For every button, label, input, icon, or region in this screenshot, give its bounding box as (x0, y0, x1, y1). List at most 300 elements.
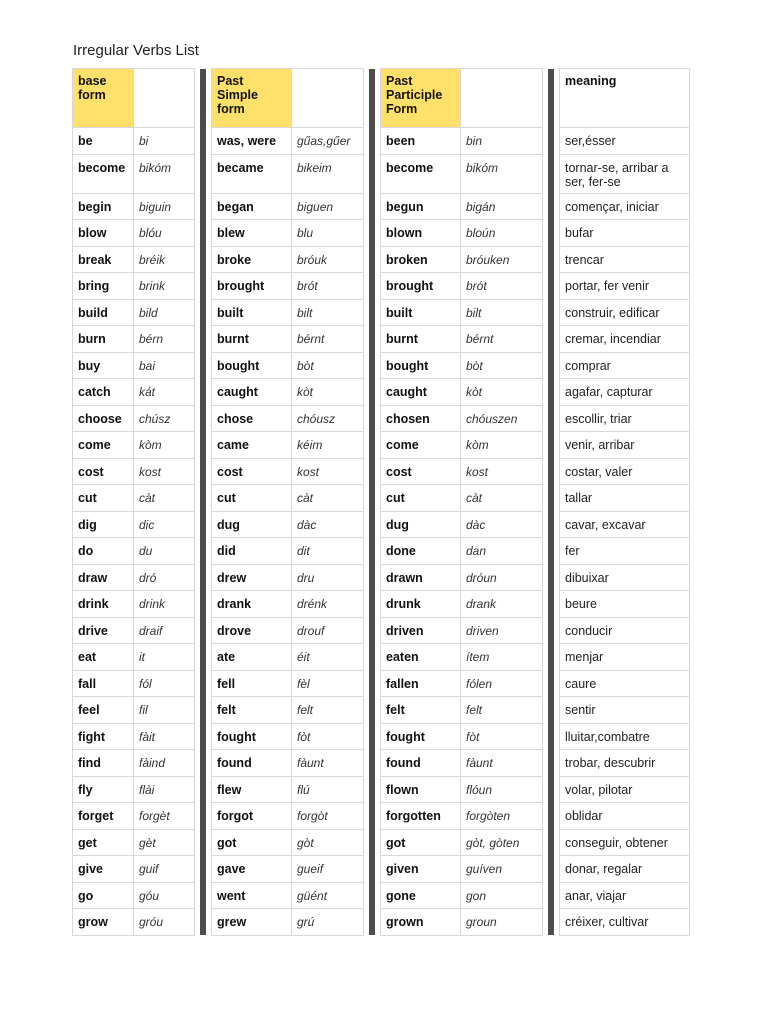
column-separator (364, 458, 381, 485)
base-form-cell: find (73, 750, 134, 777)
past-participle-cell: forgotten (381, 803, 461, 830)
base-pronunciation-cell: kát (134, 379, 195, 406)
separator-bar (369, 273, 375, 300)
past-pronunciation-cell: dru (292, 564, 364, 591)
separator-bar (369, 69, 375, 128)
column-separator (364, 379, 381, 406)
participle-pronunciation-cell: brót (461, 273, 543, 300)
past-pronunciation-cell: gueif (292, 856, 364, 883)
past-pronunciation-cell: bikeim (292, 154, 364, 193)
past-participle-cell: begun (381, 193, 461, 220)
separator-bar (369, 299, 375, 326)
meaning-cell: venir, arribar (560, 432, 690, 459)
meaning-cell: volar, pilotar (560, 776, 690, 803)
separator-bar (200, 882, 206, 909)
column-separator (364, 803, 381, 830)
base-pronunciation-cell: kost (134, 458, 195, 485)
column-separator (543, 538, 560, 565)
column-separator (364, 511, 381, 538)
past-simple-cell: cost (212, 458, 292, 485)
column-separator (543, 379, 560, 406)
past-pronunciation-cell: gòt (292, 829, 364, 856)
participle-pronunciation-cell: fólen (461, 670, 543, 697)
past-simple-cell: chose (212, 405, 292, 432)
column-separator (364, 538, 381, 565)
table-row (73, 670, 690, 697)
meaning-cell: créixer, cultivar (560, 909, 690, 936)
separator-bar (548, 670, 554, 697)
participle-pronunciation-cell: dróun (461, 564, 543, 591)
base-pronunciation-cell: gróu (134, 909, 195, 936)
column-separator (195, 538, 212, 565)
table-row (73, 432, 690, 459)
base-pronunciation-cell: forgèt (134, 803, 195, 830)
column-separator (364, 697, 381, 724)
separator-bar (369, 379, 375, 406)
table-row (73, 128, 690, 155)
separator-bar (369, 405, 375, 432)
base-form-cell: bring (73, 273, 134, 300)
separator-bar (369, 776, 375, 803)
past-simple-cell: became (212, 154, 292, 193)
meaning-cell: anar, viajar (560, 882, 690, 909)
past-pronunciation-cell: biguen (292, 193, 364, 220)
meaning-cell: conseguir, obtener (560, 829, 690, 856)
participle-pronunciation-cell: guíven (461, 856, 543, 883)
participle-pronunciation-cell: felt (461, 697, 543, 724)
column-separator (543, 154, 560, 193)
base-form-cell: forget (73, 803, 134, 830)
base-form-cell: become (73, 154, 134, 193)
past-pronunciation-cell: flú (292, 776, 364, 803)
separator-bar (548, 723, 554, 750)
past-participle-cell: got (381, 829, 461, 856)
separator-bar (548, 829, 554, 856)
header-base-form: base form (73, 69, 134, 128)
past-simple-cell: brought (212, 273, 292, 300)
column-separator (543, 299, 560, 326)
column-separator (195, 591, 212, 618)
past-pronunciation-cell: kéim (292, 432, 364, 459)
separator-bar (548, 273, 554, 300)
separator-bar (200, 803, 206, 830)
past-simple-cell: broke (212, 246, 292, 273)
participle-pronunciation-cell: bòt (461, 352, 543, 379)
base-form-cell: draw (73, 564, 134, 591)
past-participle-cell: bought (381, 352, 461, 379)
participle-pronunciation-cell: groun (461, 909, 543, 936)
past-participle-cell: flown (381, 776, 461, 803)
table-row (73, 193, 690, 220)
participle-pronunciation-cell: bigán (461, 193, 543, 220)
column-separator (543, 193, 560, 220)
separator-bar (200, 379, 206, 406)
past-simple-cell: bought (212, 352, 292, 379)
past-simple-cell: began (212, 193, 292, 220)
participle-pronunciation-cell: dàc (461, 511, 543, 538)
separator-bar (548, 856, 554, 883)
column-separator (195, 511, 212, 538)
header-past-simple: Past Simple form (212, 69, 292, 128)
column-separator (543, 246, 560, 273)
participle-pronunciation-cell: bikóm (461, 154, 543, 193)
meaning-cell: conducir (560, 617, 690, 644)
column-separator (364, 193, 381, 220)
column-separator (195, 193, 212, 220)
past-pronunciation-cell: dit (292, 538, 364, 565)
base-pronunciation-cell: fàind (134, 750, 195, 777)
separator-bar (369, 697, 375, 724)
past-simple-cell: dug (212, 511, 292, 538)
participle-pronunciation-cell: driven (461, 617, 543, 644)
past-participle-cell: cost (381, 458, 461, 485)
base-pronunciation-cell: biguin (134, 193, 195, 220)
base-form-cell: eat (73, 644, 134, 671)
table-row (73, 299, 690, 326)
base-pronunciation-cell: kòm (134, 432, 195, 459)
column-separator (195, 882, 212, 909)
participle-pronunciation-cell: bilt (461, 299, 543, 326)
past-participle-cell: felt (381, 697, 461, 724)
participle-pronunciation-cell: ítem (461, 644, 543, 671)
separator-bar (548, 485, 554, 512)
separator-bar (369, 829, 375, 856)
separator-bar (200, 617, 206, 644)
column-separator (543, 909, 560, 936)
column-separator (543, 326, 560, 353)
past-pronunciation-cell: kost (292, 458, 364, 485)
meaning-cell: fer (560, 538, 690, 565)
past-simple-cell: caught (212, 379, 292, 406)
table-row (73, 326, 690, 353)
base-form-cell: blow (73, 220, 134, 247)
participle-pronunciation-cell: càt (461, 485, 543, 512)
column-separator (364, 644, 381, 671)
past-participle-cell: dug (381, 511, 461, 538)
column-separator (195, 432, 212, 459)
column-separator (195, 856, 212, 883)
separator-bar (369, 882, 375, 909)
base-pronunciation-cell: dró (134, 564, 195, 591)
separator-bar (548, 405, 554, 432)
base-pronunciation-cell: chúsz (134, 405, 195, 432)
meaning-cell: beure (560, 591, 690, 618)
column-separator (543, 432, 560, 459)
table-row (73, 379, 690, 406)
base-form-cell: choose (73, 405, 134, 432)
column-separator (195, 352, 212, 379)
participle-pronunciation-cell: kost (461, 458, 543, 485)
table-row (73, 485, 690, 512)
past-participle-cell: gone (381, 882, 461, 909)
base-form-cell: fight (73, 723, 134, 750)
table-row (73, 154, 690, 193)
separator-bar (369, 723, 375, 750)
column-separator (543, 405, 560, 432)
separator-bar (200, 591, 206, 618)
separator-bar (200, 697, 206, 724)
column-separator (195, 670, 212, 697)
meaning-cell: cavar, excavar (560, 511, 690, 538)
past-pronunciation-cell: gűas,gűer (292, 128, 364, 155)
header-meaning: meaning (560, 69, 690, 128)
column-separator (364, 723, 381, 750)
separator-bar (200, 750, 206, 777)
participle-pronunciation-cell: bloún (461, 220, 543, 247)
column-separator (195, 617, 212, 644)
separator-bar (369, 803, 375, 830)
separator-bar (200, 670, 206, 697)
base-form-cell: drink (73, 591, 134, 618)
separator-bar (200, 776, 206, 803)
table-row (73, 750, 690, 777)
separator-bar (548, 644, 554, 671)
header-empty-cell (461, 69, 543, 128)
separator-bar (548, 69, 554, 128)
column-separator (195, 128, 212, 155)
past-pronunciation-cell: grú (292, 909, 364, 936)
meaning-cell: tornar-se, arribar a ser, fer-se (560, 154, 690, 193)
column-separator (364, 69, 381, 128)
past-pronunciation-cell: drouf (292, 617, 364, 644)
separator-bar (548, 882, 554, 909)
column-separator (543, 856, 560, 883)
past-pronunciation-cell: chóusz (292, 405, 364, 432)
separator-bar (369, 644, 375, 671)
separator-bar (548, 352, 554, 379)
separator-bar (369, 458, 375, 485)
past-participle-cell: been (381, 128, 461, 155)
base-pronunciation-cell: bérn (134, 326, 195, 353)
past-simple-cell: fell (212, 670, 292, 697)
base-form-cell: give (73, 856, 134, 883)
column-separator (195, 803, 212, 830)
base-form-cell: be (73, 128, 134, 155)
column-separator (195, 485, 212, 512)
base-pronunciation-cell: fól (134, 670, 195, 697)
separator-bar (548, 154, 554, 193)
table-row (73, 352, 690, 379)
participle-pronunciation-cell: kòt (461, 379, 543, 406)
base-form-cell: grow (73, 909, 134, 936)
header-empty-cell (134, 69, 195, 128)
past-pronunciation-cell: éit (292, 644, 364, 671)
past-pronunciation-cell: güént (292, 882, 364, 909)
base-form-cell: dig (73, 511, 134, 538)
past-simple-cell: burnt (212, 326, 292, 353)
column-separator (195, 273, 212, 300)
past-participle-cell: become (381, 154, 461, 193)
past-participle-cell: given (381, 856, 461, 883)
page-title: Irregular Verbs List (73, 42, 199, 59)
column-separator (195, 246, 212, 273)
separator-bar (548, 511, 554, 538)
column-separator (364, 750, 381, 777)
past-pronunciation-cell: bérnt (292, 326, 364, 353)
separator-bar (548, 697, 554, 724)
separator-bar (369, 326, 375, 353)
base-pronunciation-cell: bi (134, 128, 195, 155)
table-row (73, 829, 690, 856)
column-separator (543, 220, 560, 247)
column-separator (364, 220, 381, 247)
base-pronunciation-cell: it (134, 644, 195, 671)
base-form-cell: begin (73, 193, 134, 220)
past-participle-cell: found (381, 750, 461, 777)
column-separator (195, 379, 212, 406)
column-separator (195, 458, 212, 485)
base-form-cell: buy (73, 352, 134, 379)
past-pronunciation-cell: blu (292, 220, 364, 247)
past-simple-cell: grew (212, 909, 292, 936)
base-form-cell: break (73, 246, 134, 273)
past-simple-cell: was, were (212, 128, 292, 155)
table-row (73, 803, 690, 830)
table-row (73, 246, 690, 273)
past-simple-cell: forgot (212, 803, 292, 830)
past-simple-cell: went (212, 882, 292, 909)
base-pronunciation-cell: bréik (134, 246, 195, 273)
column-separator (543, 670, 560, 697)
base-pronunciation-cell: càt (134, 485, 195, 512)
column-separator (543, 776, 560, 803)
column-separator (195, 909, 212, 936)
column-separator (364, 591, 381, 618)
header-empty-cell (292, 69, 364, 128)
separator-bar (369, 154, 375, 193)
past-simple-cell: cut (212, 485, 292, 512)
separator-bar (369, 591, 375, 618)
base-form-cell: build (73, 299, 134, 326)
past-simple-cell: fought (212, 723, 292, 750)
column-separator (195, 69, 212, 128)
separator-bar (200, 69, 206, 128)
separator-bar (548, 326, 554, 353)
table-row (73, 405, 690, 432)
past-pronunciation-cell: forgòt (292, 803, 364, 830)
separator-bar (369, 670, 375, 697)
column-separator (364, 154, 381, 193)
base-pronunciation-cell: draif (134, 617, 195, 644)
table-row (73, 273, 690, 300)
past-participle-cell: fallen (381, 670, 461, 697)
table-row (73, 591, 690, 618)
column-separator (364, 617, 381, 644)
base-form-cell: do (73, 538, 134, 565)
irregular-verbs-table (72, 68, 690, 936)
meaning-cell: donar, regalar (560, 856, 690, 883)
separator-bar (200, 193, 206, 220)
past-participle-cell: broken (381, 246, 461, 273)
column-separator (543, 69, 560, 128)
column-separator (543, 564, 560, 591)
past-pronunciation-cell: fòt (292, 723, 364, 750)
column-separator (543, 128, 560, 155)
separator-bar (548, 379, 554, 406)
past-simple-cell: flew (212, 776, 292, 803)
column-separator (195, 829, 212, 856)
past-pronunciation-cell: dàc (292, 511, 364, 538)
column-separator (195, 776, 212, 803)
meaning-cell: menjar (560, 644, 690, 671)
base-form-cell: fall (73, 670, 134, 697)
separator-bar (548, 776, 554, 803)
past-simple-cell: drank (212, 591, 292, 618)
column-separator (364, 128, 381, 155)
table-row (73, 220, 690, 247)
separator-bar (369, 750, 375, 777)
participle-pronunciation-cell: flóun (461, 776, 543, 803)
participle-pronunciation-cell: bróuken (461, 246, 543, 273)
past-simple-cell: drew (212, 564, 292, 591)
separator-bar (548, 538, 554, 565)
column-separator (543, 882, 560, 909)
column-separator (364, 485, 381, 512)
separator-bar (369, 538, 375, 565)
separator-bar (369, 352, 375, 379)
separator-bar (548, 458, 554, 485)
separator-bar (369, 128, 375, 155)
past-participle-cell: chosen (381, 405, 461, 432)
past-simple-cell: ate (212, 644, 292, 671)
meaning-cell: portar, fer venir (560, 273, 690, 300)
separator-bar (548, 564, 554, 591)
base-form-cell: go (73, 882, 134, 909)
column-separator (543, 829, 560, 856)
column-separator (364, 564, 381, 591)
past-participle-cell: cut (381, 485, 461, 512)
past-participle-cell: fought (381, 723, 461, 750)
table-row (73, 564, 690, 591)
column-separator (364, 326, 381, 353)
column-separator (364, 909, 381, 936)
column-separator (195, 750, 212, 777)
base-pronunciation-cell: bild (134, 299, 195, 326)
base-pronunciation-cell: flài (134, 776, 195, 803)
base-pronunciation-cell: fil (134, 697, 195, 724)
participle-pronunciation-cell: bin (461, 128, 543, 155)
column-separator (543, 723, 560, 750)
column-separator (543, 458, 560, 485)
separator-bar (548, 591, 554, 618)
separator-bar (548, 220, 554, 247)
column-separator (543, 352, 560, 379)
separator-bar (200, 723, 206, 750)
past-pronunciation-cell: kòt (292, 379, 364, 406)
separator-bar (548, 909, 554, 936)
meaning-cell: construir, edificar (560, 299, 690, 326)
column-separator (195, 405, 212, 432)
past-pronunciation-cell: bilt (292, 299, 364, 326)
separator-bar (200, 829, 206, 856)
meaning-cell: bufar (560, 220, 690, 247)
separator-bar (369, 432, 375, 459)
separator-bar (200, 405, 206, 432)
separator-bar (548, 193, 554, 220)
separator-bar (369, 564, 375, 591)
column-separator (543, 511, 560, 538)
separator-bar (548, 246, 554, 273)
separator-bar (548, 750, 554, 777)
separator-bar (200, 299, 206, 326)
column-separator (364, 299, 381, 326)
participle-pronunciation-cell: gòt, gòten (461, 829, 543, 856)
meaning-cell: escollir, triar (560, 405, 690, 432)
column-separator (195, 723, 212, 750)
meaning-cell: costar, valer (560, 458, 690, 485)
past-simple-cell: found (212, 750, 292, 777)
meaning-cell: sentir (560, 697, 690, 724)
